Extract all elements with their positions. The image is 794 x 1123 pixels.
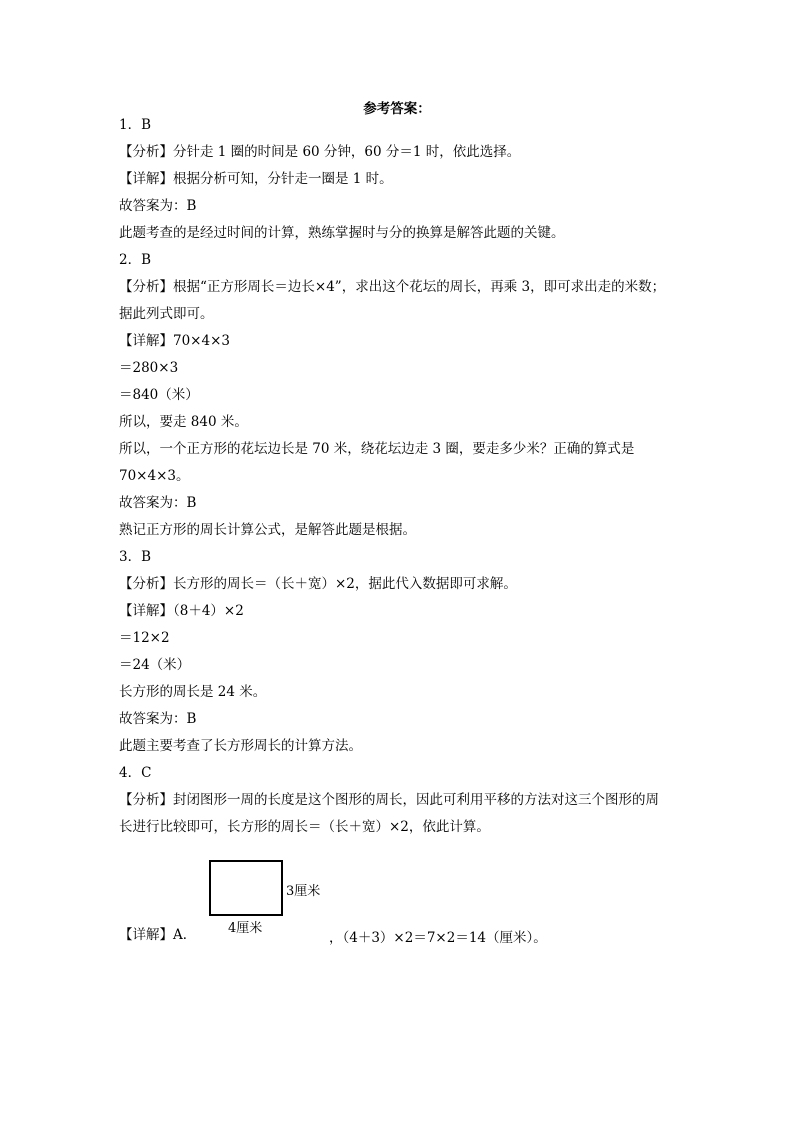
answer-2-step-1: ＝280×3 <box>119 360 179 376</box>
answer-2-restatement-cont: 70×4×3。 <box>119 468 190 484</box>
rectangle-figure <box>209 860 283 916</box>
answer-3-step-2: ＝24（米） <box>119 657 191 673</box>
answer-4-analysis: 【分析】封闭图形一周的长度是这个图形的周长，因此可利用平移的方法对这三个图形的周 <box>119 792 659 808</box>
answer-2-restatement: 所以，一个正方形的花坛边长是 70 米，绕花坛边走 3 圈，要走多少米？正确的算式是 <box>119 441 635 457</box>
answer-3-conclusion: 长方形的周长是 24 米。 <box>119 684 267 700</box>
answer-2-detail: 【详解】70×4×3 <box>119 333 230 349</box>
answer-3-step-1: ＝12×2 <box>119 630 170 646</box>
answer-2-number: 2．B <box>119 252 152 268</box>
answer-2-result: 故答案为：B <box>119 495 197 511</box>
page-title: 参考答案： <box>363 101 431 117</box>
answer-4-number: 4．C <box>119 765 152 781</box>
answer-2-comment: 熟记正方形的周长计算公式，是解答此题是根据。 <box>119 522 416 538</box>
answer-4-analysis-cont: 长进行比较即可，长方形的周长＝（长＋宽）×2，依此计算。 <box>119 819 490 835</box>
answer-2-conclusion: 所以，要走 840 米。 <box>119 414 248 430</box>
answer-3-comment: 此题主要考查了长方形周长的计算方法。 <box>119 738 362 754</box>
answer-3-analysis: 【分析】长方形的周长＝（长＋宽）×2，据此代入数据即可求解。 <box>119 576 517 592</box>
answer-3-number: 3．B <box>119 549 152 565</box>
answer-1-number: 1．B <box>119 117 152 133</box>
answer-3-detail: 【详解】（8＋4）×2 <box>119 603 244 619</box>
answer-3-result: 故答案为：B <box>119 711 197 727</box>
answer-1-analysis: 【分析】分针走 1 圈的时间是 60 分钟，60 分＝1 时，依此选择。 <box>119 144 521 160</box>
answer-1-detail: 【详解】根据分析可知，分针走一圈是 1 时。 <box>119 171 393 187</box>
answer-4-detail-prefix: 【详解】A． <box>119 927 197 943</box>
rectangle-bottom-label: 4厘米 <box>228 921 263 936</box>
answer-2-analysis-cont: 据此列式即可。 <box>119 306 214 322</box>
answer-4-detail-calculation: ，（4＋3）×2＝7×2＝14（厘米）。 <box>329 930 547 946</box>
answer-2-step-2: ＝840（米） <box>119 387 199 403</box>
answer-1-comment: 此题考查的是经过时间的计算，熟练掌握时与分的换算是解答此题的关键。 <box>119 225 565 241</box>
answer-2-analysis: 【分析】根据“正方形周长＝边长×4”，求出这个花坛的周长，再乘 3，即可求出走的米数； <box>119 279 666 295</box>
answer-1-result: 故答案为：B <box>119 198 197 214</box>
rectangle-side-label: 3厘米 <box>286 884 321 899</box>
